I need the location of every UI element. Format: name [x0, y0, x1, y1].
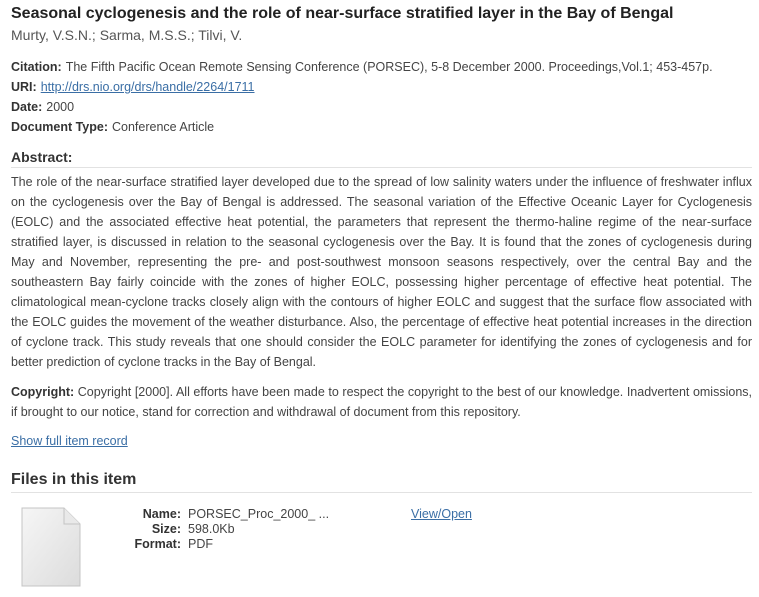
file-size-value: 598.0Kb	[188, 522, 235, 536]
item-authors: Murty, V.S.N.; Sarma, M.S.S.; Tilvi, V.	[11, 27, 243, 43]
uri-link[interactable]: http://drs.nio.org/drs/handle/2264/1711	[40, 80, 255, 94]
document-type-row	[11, 120, 214, 134]
item-title: Seasonal cyclogenesis and the role of near-surface stratified layer in the Bay of Bengal	[11, 5, 674, 22]
document-type-value: Conference Article	[112, 120, 215, 134]
abstract-text: The role of the near-surface stratified layer developed due to the spread of low salinity waters under the influence of freshwater influx on the cyclogenesis over the Bay of Bengal is addressed. The seasonal variation of the Effective Oceanic Layer for Cyclogenesis (EOLC) and the associated effective heat potential, the parameters that represent the thermo-haline regime of the near-surface stratified layer, is discussed in relation to the seasonal cyclogenesis over the Bay. It is found that the zones of cyclogenesis during May and November, representing the pre- and post-southwest monsoon seasons respectively, over the central Bay and the southeastern Bay fairly coincide with the zones of higher EOLC, possessing higher percentage of effective heat potential. The climatological mean-cyclone tracks closely align with the contours of higher EOLC and suggest that the surface flow associated with the EOLC guides the movement of the weather disturbance. Also, the percentage of effective heat potential increases in the direction of cyclone track. This study reveals that one should consider the EOLC parameter for identifying the zones of cyclogenesis and for better prediction of cyclone tracks in the Bay of Bengal.	[11, 175, 752, 369]
date-label: Date:	[11, 100, 43, 114]
document-type-label: Document Type:	[11, 120, 108, 134]
file-name-label: Name:	[142, 507, 181, 521]
file-format-label: Format:	[134, 537, 181, 551]
file-name-value: PORSEC_Proc_2000_ ...	[188, 507, 330, 521]
uri-label: URI:	[11, 80, 37, 94]
copyright-block	[11, 382, 752, 422]
file-name-row	[90, 507, 329, 522]
file-format-row	[90, 537, 329, 552]
files-heading: Files in this item	[11, 471, 752, 493]
abstract-heading: Abstract:	[11, 149, 752, 168]
file-size-label: Size:	[151, 522, 181, 536]
file-format-value: PDF	[188, 537, 213, 551]
citation-label: Citation:	[11, 60, 62, 74]
file-info	[90, 507, 329, 552]
show-full-record-link[interactable]: Show full item record	[11, 434, 128, 448]
date-row	[11, 100, 74, 114]
citation-value: The Fifth Pacific Ocean Remote Sensing Conference (PORSEC), 5-8 December 2000. Proceedings,Vol.1; 453-457p.	[65, 60, 713, 74]
document-icon[interactable]	[20, 506, 82, 588]
copyright-label: Copyright:	[11, 385, 75, 399]
uri-row	[11, 80, 255, 94]
citation-row	[11, 60, 713, 74]
copyright-text: Copyright [2000]. All efforts have been made to respect the copyright to the best of our knowledge. Inadvertent omissions, if brought to our notice, stand for correction and withdrawal of document from this repository.	[11, 385, 752, 419]
file-size-row	[90, 522, 329, 537]
date-value: 2000	[46, 100, 75, 114]
view-open-link[interactable]: View/Open	[411, 507, 472, 521]
